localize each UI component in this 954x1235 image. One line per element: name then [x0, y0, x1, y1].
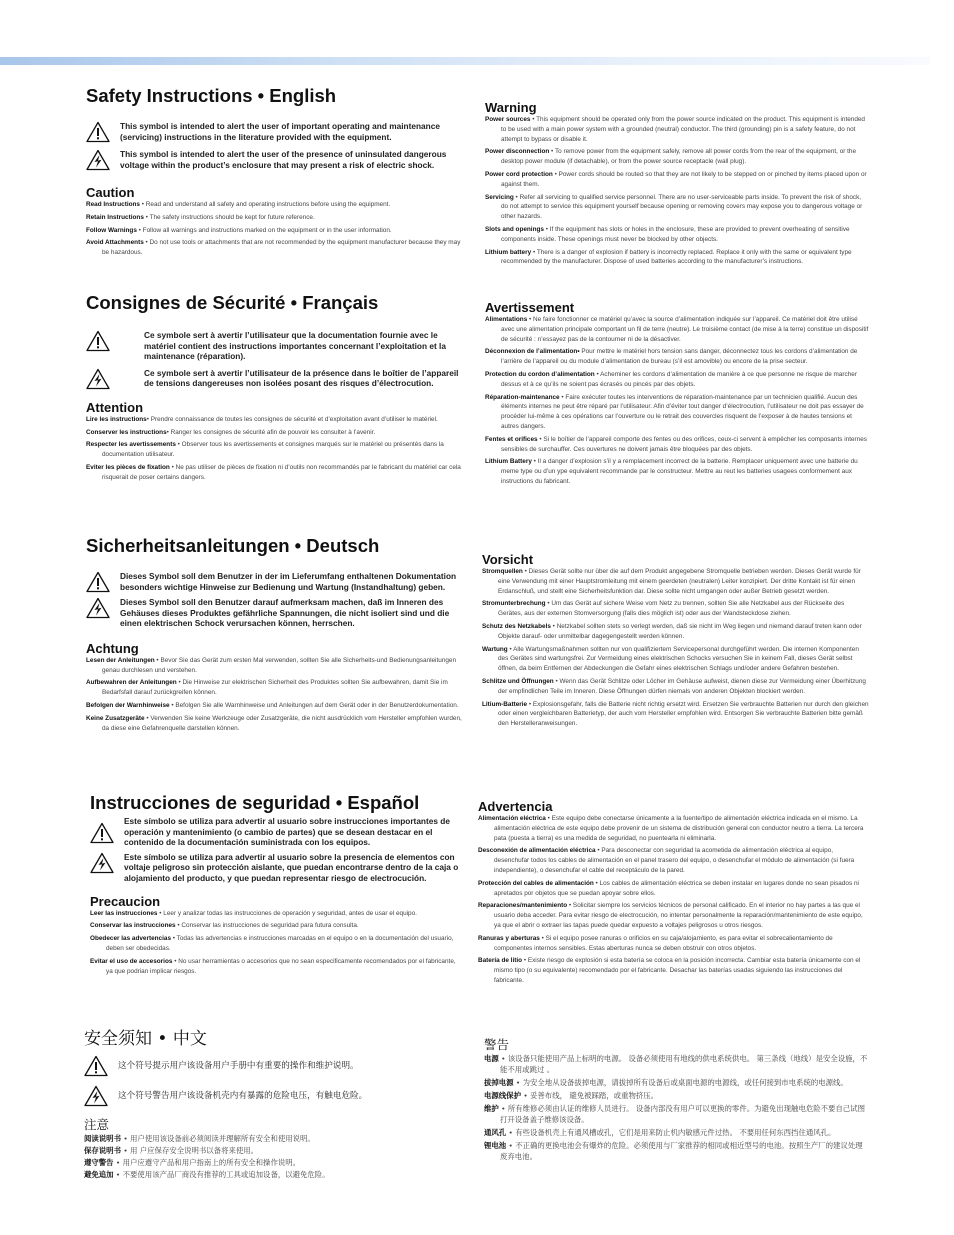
caution-heading: Precaucion: [90, 893, 161, 909]
caution-symbol-row: [86, 121, 461, 143]
list-item: Power sources • This equipment should be operated only from the power source indicated on the product. This equipment is intended to be used with a main power system with a grounded (neutral) conductor. The third (grounding) pin is a safety feature, do not attempt to bypass or disable it.: [485, 116, 865, 143]
voltage-symbol-row: [86, 368, 461, 390]
list-item: Leer las instrucciones • Leer y analizar todas las instrucciones de operación y seguridad, antes de usar el equipo.: [90, 909, 417, 917]
section-title: Sicherheitsanleitungen • Deutsch: [86, 535, 380, 556]
list-item: Follow Warnings • Follow all warnings and instructions marked on the equipment or in the user information.: [86, 226, 392, 234]
section-title: Instrucciones de seguridad • Español: [90, 792, 420, 813]
list-item: Evitar el uso de accesorios • No usar herramientas o accesorios que no sean especificamente recomendados por el fabricante, ya que podrian implicar riesgos.: [90, 957, 456, 975]
english-safety-section: [86, 85, 461, 261]
voltage-symbol-row: [86, 597, 464, 629]
list-item: Befolgen der Warnhinweise • Befolgen Sie alle Warnhinweise und Anleitungen auf dem Gerät oder in der Benutzerdokumentation.: [86, 701, 459, 709]
caution-triangle-icon: [86, 121, 110, 143]
high-voltage-icon: [86, 368, 110, 390]
warning-heading: 警告: [484, 1037, 510, 1052]
high-voltage-icon: [84, 1085, 108, 1107]
voltage-symbol-row: [86, 149, 461, 171]
section-title: 安全须知 • 中文: [84, 1029, 207, 1049]
high-voltage-icon: [86, 149, 110, 171]
caution-symbol-text: Ce symbole sert à avertir l’utilisateur que la documentation fournie avec le matériel contient des instructions importantes concernant l’exploitation et la maintenance (réparation).: [144, 330, 446, 362]
list-item: 电源线保护 • 妥善布线， 避免被踩踏，或重物挤压。: [484, 1091, 659, 1100]
caution-triangle-icon: [84, 1055, 108, 1077]
spanish-warning-section: [478, 799, 868, 989]
caution-list: [86, 656, 464, 734]
chinese-safety-section: [84, 1024, 462, 1181]
list-item: Servicing • Refer all servicing to qualified service personnel. There are no user-serviceable parts inside. To prevent the risk of shock, do not attempt to service this equipment yourself because opening or removing covers may expose you to dangerous voltage or other hazards.: [485, 193, 863, 221]
warning-heading: Warning: [485, 100, 537, 115]
list-item: Avoid Attachments • Do not use tools or attachments that are not recommended by the equipment manufacturer because they may be hazardous.: [86, 239, 461, 257]
list-item: Schutz des Netzkabels • Netzkabel sollten stets so verlegt werden, daß sie nicht im Weg liegen und niemand darauf treten kann oder Objekte darauf- oder unmittelbar dagegengestellt werden können.: [482, 622, 862, 640]
list-item: Aufbewahren der Anleitungen • Die Hinweise zur elektrischen Sicherheit des Produktes sollten Sie aufbewahren, damit Sie im Bedarfsfall darauf zurückgreifen können.: [86, 679, 448, 697]
list-item: Alimentación eléctrica • Este equipo debe conectarse únicamente a la fuente/tipo de alimentación eléctrica indicada en el mismo. La alimentación eléctrica de este equipo debe provenir de un sistema de distribución general con conductor neutro a tierra. La tercera pata (puesta a tierra) es una medida de seguridad, no puentearla ni eliminarla.: [478, 815, 864, 842]
caution-symbol-row: [90, 816, 460, 848]
list-item: 锂电池 • 不正确的更换电池会有爆炸的危险。必须使用与厂家推荐的相同或相近型号的电池。按照生产厂的建议处理废弃电池。: [484, 1141, 863, 1161]
warning-list: [484, 1053, 868, 1162]
list-item: 遵守警告 • 用户应遵守产品和用户指南上的所有安全和操作说明。: [84, 1158, 301, 1167]
list-item: Lithium Battery • Il a danger d’explosion s’il y a remplacement incorrect de la batterie. Remplacer uniquement avec une batterie du meme type ou d’un ype equivalent recommande par le constructeur. Mettre au reut les batteries usagees conformement aux instructions du fabricant.: [485, 458, 858, 485]
list-item: Réparation-maintenance • Faire exécuter toutes les interventions de réparation-maintenance par un technicien qualifié. Aucun des éléments internes ne peut être réparé par l’utilisateur. Afin d’éviter tout danger d’électrocution, l’utilisateur ne doit pas essayer de procéder lui-même à ces opérations car l’ouverture ou le retrait des couvercles risquent de l’exposer à de hautes tensions et autres dangers.: [485, 393, 864, 430]
list-item: Reparaciones/mantenimiento • Solicitar siempre los servicios técnicos de personal calificado. En el interior no hay partes a las que el usuario deba acceder. Para evitar riesgo de electrocución, no intentar personalmente la reparación/mantenimiento de este equipo, ya que el abrir o extraer las tapas puede quedar expuesto a voltajes peligrosos u otros riesgos.: [478, 902, 863, 929]
list-item: Power cord protection • Power cords should be routed so that they are not likely to be stepped on or pinched by items placed upon or against them.: [485, 170, 867, 188]
caution-heading: 注意: [84, 1117, 110, 1132]
list-item: Conservar las instrucciones • Conservar las instrucciones de seguridad para futura consulta.: [90, 922, 359, 930]
list-item: Stromquellen • Dieses Gerät sollte nur über die auf dem Produkt angegebene Stromquelle betrieben werden. Dieses Gerät wurde für eine Verwendung mit einer Hauptstromleitung mit einem geerdeten (neutralen) Leiter konzipiert. Der dritte Kontakt ist für einen Erdanschluß, und stellt eine Sicherheitsfunktion dar. Diese sollte nicht umgangen oder außer Betrieb gesetzt werden.: [482, 568, 861, 595]
caution-heading: Achtung: [86, 640, 139, 656]
list-item: Déconnexion de l’alimentation• Pour mettre le matériel hors tension sans danger, déconnectez tous les cordons d’alimentation de l’arrière de l’appareil ou du module d’alimentation de bureau (s’il est amovible) ou encore de la prise secteur.: [485, 348, 858, 366]
caution-symbol-row: [86, 330, 461, 362]
list-item: Lesen der Anleitungen • Bevor Sie das Gerät zum ersten Mal verwenden, sollten Sie alle Sicherheits-und Bedienungsanleitungen genau durchlesen und verstehen.: [86, 656, 457, 674]
section-title: Safety Instructions • English: [86, 85, 337, 106]
list-item: Ranuras y aberturas • Si el equipo posee ranuras o orificios en su caja/alojamiento, es para evitar el sobrecalientamiento de componentes internos sensibles. Estas aberturas nunca se deben obstruir con otros objetos.: [478, 934, 833, 952]
caution-list: [86, 415, 461, 483]
list-item: 避免追加 • 不要使用该产品厂商没有推荐的工具或追加设备，以避免危险。: [84, 1170, 330, 1179]
header-gradient-bar: [0, 57, 930, 65]
caution-symbol-text: Dieses Symbol soll dem Benutzer in der im Lieferumfang enthaltenen Dokumentation besonders wichtige Hinweise zur Bedienung und Wartung (Instandhaltung) geben.: [120, 571, 457, 592]
warning-heading: Vorsicht: [482, 552, 534, 567]
warning-list: [482, 567, 870, 729]
list-item: Eviter les pièces de fixation • Ne pas utiliser de pièces de fixation ni d’outils non recommandés par le fabricant du matériel car cela risquerait de poser certains dangers.: [86, 463, 461, 481]
warning-list: [478, 814, 868, 986]
list-item: Keine Zusatzgeräte • Verwenden Sie keine Werkzeuge oder Zusatzgeräte, die nicht ausdrücklich vom Hersteller empfohlen wurden, da diese eine Gefahrenquelle darstellen können.: [86, 714, 462, 732]
high-voltage-icon: [86, 597, 110, 619]
warning-heading: Advertencia: [478, 799, 553, 814]
list-item: Read Instructions • Read and understand all safety and operating instructions before using the equipment.: [86, 201, 391, 208]
french-safety-section: [86, 292, 461, 486]
voltage-symbol-text: 这个符号警告用户该设备机壳内有暴露的危险电压，有触电危险。: [118, 1090, 368, 1101]
list-item: Wartung • Alle Wartungsmaßnahmen sollten nur von qualifiziertem Servicepersonal durchgeführt werden. Die internen Komponenten des Gerätes sind wartungsfrei. Zur Vermeidung eines elektrischen Schocks versuchen Sie in keinem Fall, dieses Gerät selbst öffnen, da beim Entfernen der Abdeckungen die Gefahr eines elektrischen Schlags und/oder andere Gefahren bestehen.: [482, 645, 859, 673]
caution-symbol-text: This symbol is intended to alert the user of important operating and maintenance (servicing) instructions in the literature provided with the equipment.: [120, 121, 440, 142]
list-item: Protección del cables de alimentación • Los cables de alimentación eléctrica se deben instalar en lugares donde no sean pisados ni apretados por objetos que se puedan apoyar sobre ellos.: [478, 879, 859, 897]
english-warning-section: [485, 100, 868, 270]
voltage-symbol-row: [84, 1085, 462, 1107]
list-item: 维护 • 所有维修必须由认证的维修人员进行。 设备内部没有用户可以更换的零件。为避免出现触电危险不要自己试图打开设备盖子维修该设备。: [484, 1104, 865, 1124]
list-item: Protection du cordon d’alimentation • Acheminer les cordons d’alimentation de manière à ce que personne ne risque de marcher dessus et à ce qu’ils ne soient pas écrasés ou pincés par des objets.: [485, 370, 857, 388]
german-warning-section: [482, 552, 870, 732]
voltage-symbol-text: This symbol is intended to alert the user of the presence of uninsulated dangerous voltage within the product’s enclosure that may present a risk of electric shock.: [120, 149, 447, 170]
voltage-symbol-text: Este símbolo se utiliza para advertir al usuario sobre la presencia de elementos con voltaje peligroso sin protección aislante, que puedan encontrarse dentro de la caja o alojamiento del producto, y que puedan representar riesgo de electrocución.: [124, 851, 459, 883]
german-safety-section: [86, 535, 464, 736]
list-item: 阅读说明书 • 用户使用该设备前必须阅读并理解所有安全和使用说明。: [84, 1134, 315, 1143]
voltage-symbol-text: Dieses Symbol soll den Benutzer darauf aufmerksam machen, daß im Inneren des Gehäuses dieses Produktes gefährliche Spannungen, die nicht isoliert sind und die einen elektrischen Schock verursachen können, herrschen.: [120, 597, 450, 629]
list-item: Batería de litio • Existe riesgo de explosión si esta batería se coloca en la posición incorrecta. Cambiar esta batería únicamente con el mismo tipo (o su equivalente) recomendado por el fabricante. Desachar las baterías usadas siguiendo las instrucciones del fabricante.: [478, 957, 861, 984]
spanish-safety-section: [90, 792, 460, 979]
list-item: Litium-Batterie • Explosionsgefahr, falls die Batterie nicht richtig ersetzt wird. Ersetzen Sie verbrauchte Batterien nur durch den gleichen oder einen vergleichbaren Batterietyp, der auch vom Hersteller empfohlen wird. Entsorgen Sie verbrauchte Batterien bitte gemäß den Herstelleranweisungen.: [482, 700, 869, 728]
list-item: Respecter les avertissements • Observer tous les avertissements et consignes marqués sur le matériel ou présentés dans la documentation utilisateur.: [86, 441, 444, 459]
caution-list: [86, 200, 461, 258]
voltage-symbol-row: [90, 852, 460, 884]
list-item: Lithium battery • There is a danger of explosion if battery is incorrectly replaced. Replace it only with the same or equivalent type recommended by the manufacturer. Dispose of used batteries according to the manufacturer’s instructions.: [485, 248, 852, 266]
list-item: Obedecer las advertencias • Todas las advertencias e instrucciones marcadas en el equipo o en la documentación del usuario, deben ser obedecidas.: [90, 935, 454, 952]
list-item: Schlitze und Öffnungen • Wenn das Gerät Schlitze oder Löcher im Gehäuse aufweist, dienen diese zur Vermeidung einer Überhitzung der empfindlichen Teile im Inneren. Diese Öffnungen dürfen niemals von anderen Objekten blockiert werden.: [482, 677, 866, 695]
list-item: Fentes et orifices • Si le boîtier de l’appareil comporte des fentes ou des orifices, ceux-ci servent à empêcher les composants internes sensibles de surchauffer. Ces ouvertures ne doivent jamais être bloquées par des objets.: [485, 435, 867, 453]
list-item: Alimentations • Ne faire fonctionner ce matériel qu’avec la source d’alimentation indiquée sur l’appareil. Ce matériel doit être utilisé avec une alimentation principale comportant un fil de terre (neutre). Le troisième contact (de mise à la terre) constitue un dispositif de sécurité : n’essayez pas de la contourner ni de la désactiver.: [485, 316, 869, 343]
high-voltage-icon: [90, 852, 114, 874]
list-item: 拔掉电源 • 为安全地从设备拔掉电源，请拔掉所有设备后或桌面电源的电源线，或任何接到市电系统的电源线。: [484, 1078, 848, 1087]
list-item: Retain Instructions • The safety instructions should be kept for future reference.: [86, 213, 315, 221]
list-item: 电源 • 该设备只能使用产品上标明的电源。 设备必须使用有地线的供电系统供电。 第三条线（地线）是安全设施，不能不用或跳过 。: [484, 1054, 868, 1074]
caution-list: [90, 909, 460, 977]
caution-symbol-text: 这个符号提示用户该设备用户手册中有重要的操作和维护说明。: [118, 1060, 359, 1071]
french-warning-section: [485, 300, 870, 490]
caution-symbol-row: [84, 1055, 462, 1077]
list-item: Lire les instructions• Prendre connaissance de toutes les consignes de sécurité et d’exploitation avant d’utiliser le matériel.: [86, 415, 438, 423]
caution-list: [84, 1133, 462, 1181]
caution-symbol-row: [86, 571, 464, 593]
chinese-warning-section: [484, 1035, 868, 1164]
list-item: 保存说明书 • 用 户应保存安全说明书以备将来使用。: [84, 1146, 259, 1155]
list-item: Power disconnection • To remove power from the equipment safely, remove all power cords from the rear of the equipment, or the desktop power module (if detachable), or from the power source receptacle (wall plug).: [485, 148, 857, 166]
list-item: Conserver les instructions• Ranger les consignes de sécurité afin de pouvoir les consulter à l’avenir.: [86, 428, 376, 436]
warning-heading: Avertissement: [485, 300, 575, 315]
list-item: Desconexión de alimentación eléctrica • Para desconectar con seguridad la acometida de alimentación eléctrica al equipo, desenchufar todos los cables de alimentación en el panel trasero del equipo, o desenchufar el módulo de alimentación (si fuera independiente), o desenchufar el cable del receptáculo de la pared.: [478, 847, 855, 874]
warning-list: [485, 115, 868, 267]
voltage-symbol-text: Ce symbole sert à avertir l’utilisateur de la présence dans le boîtier de l’appareil de tensions dangereuses non isolées posant des risques d’électrocution.: [144, 367, 459, 389]
caution-symbol-text: Este símbolo se utiliza para advertir al usuario sobre instrucciones importantes de operación y mantenimiento (o cambio de partes) que se desean destacar en el contenido de la documentación suministrada con los equipos.: [124, 816, 450, 848]
caution-heading: Caution: [86, 185, 135, 200]
list-item: Slots and openings • If the equipment has slots or holes in the enclosure, these are provided to prevent overheating of sensitive components inside. These openings must never be blocked by other objects.: [485, 225, 850, 243]
section-title: Consignes de Sécurité • Français: [86, 292, 379, 313]
warning-list: [485, 315, 870, 487]
caution-triangle-icon: [90, 822, 114, 844]
list-item: 通风孔 • 有些设备机壳上有通风槽或孔，它们是用来防止机内敏感元件过热。 不要用任何东西挡住通风孔。: [484, 1128, 836, 1137]
list-item: Stromunterbrechung • Um das Gerät auf sichere Weise vom Netz zu trennen, sollten Sie alle Netzkabel aus der Rückseite des Gerätes, aus der externen Stomversorgung (falls dies möglich ist) oder aus der Wandsteckdose ziehen.: [482, 600, 845, 618]
caution-triangle-icon: [86, 330, 110, 352]
caution-heading: Attention: [86, 399, 144, 415]
caution-triangle-icon: [86, 571, 110, 593]
